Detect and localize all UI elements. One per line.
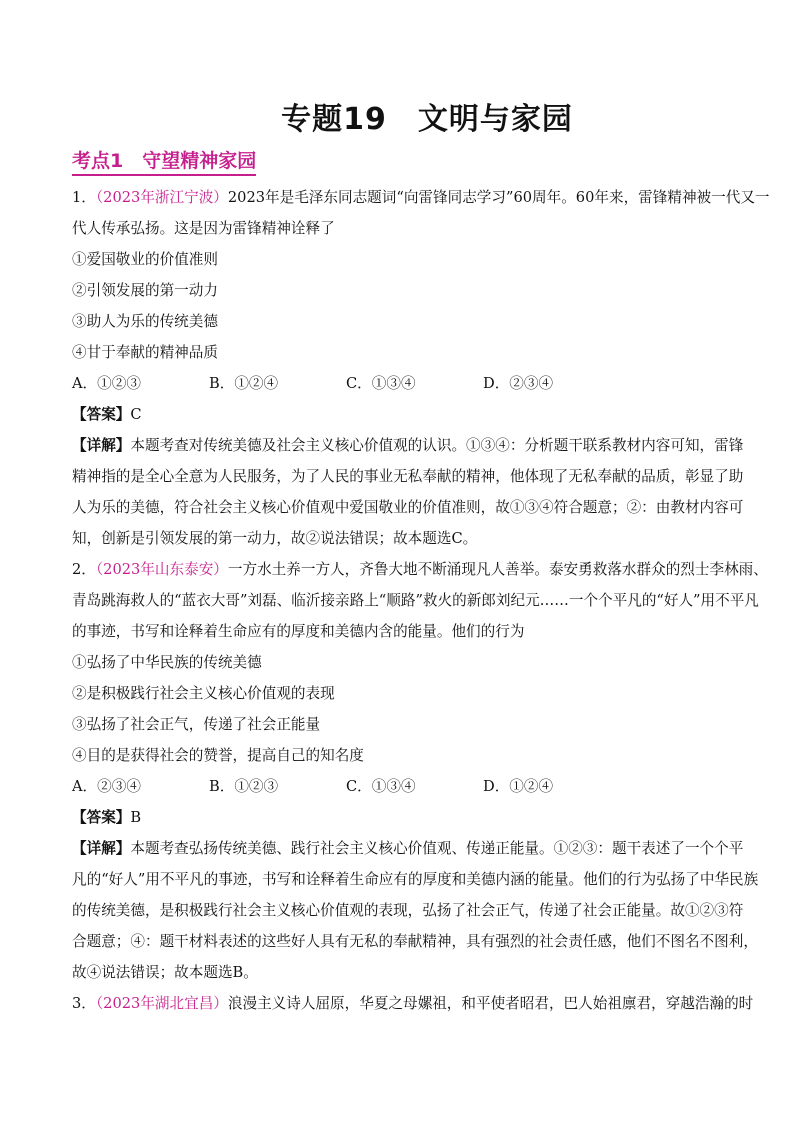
q2-stem-line-3: 的事迹，书写和诠释着生命应有的厚度和美德内含的能量。他们的行为 bbox=[72, 623, 525, 640]
section-heading: 考点1 守望精神家园 bbox=[72, 146, 256, 176]
q2-source: （2023年山东泰安） bbox=[95, 561, 228, 578]
q2-option-b: B．①②③ bbox=[209, 778, 279, 795]
q2-options bbox=[72, 771, 722, 802]
q1-item: ①爱国敬业的价值准则 bbox=[72, 251, 218, 268]
q2-item: ②是积极践行社会主义核心价值观的表现 bbox=[72, 685, 335, 702]
q2-item: ③弘扬了社会正气，传递了社会正能量 bbox=[72, 716, 321, 733]
q2-option-a: A．②③④ bbox=[72, 778, 141, 795]
q3-source: （2023年湖北宜昌） bbox=[95, 995, 228, 1012]
q2-stem-line-2: 青岛跳海救人的“蓝衣大哥”刘磊、临沂接亲路上“顺路”救火的新郎刘纪元……一个个平凡的“好人”用不平凡 bbox=[72, 592, 759, 609]
q1-detail-line-3: 人为乐的美德，符合社会主义核心价值观中爱国敬业的价值准则，故①③④符合题意；②：由教材内容可 bbox=[72, 499, 744, 516]
q2-stem-line-1: 2．（2023年山东泰安）一方水土养一方人，齐鲁大地不断涌现凡人善举。泰安勇救落水群众的烈士李林雨、 bbox=[72, 561, 768, 578]
q1-option-d: D．②③④ bbox=[483, 375, 554, 392]
q2-detail-line-2: 凡的“好人”用不平凡的事迹，书写和诠释着生命应有的厚度和美德内涵的能量。他们的行为弘扬了中华民族 bbox=[72, 871, 759, 888]
content bbox=[72, 182, 770, 1019]
q1-detail-line-4: 知，创新是引领发展的第一动力，故②说法错误；故本题选C。 bbox=[72, 530, 478, 547]
q1-detail-line-1: 【详解】本题考查对传统美德及社会主义核心价值观的认识。①③④：分析题干联系教材内容可知，雷锋 bbox=[72, 437, 744, 454]
q1-option-b: B．①②④ bbox=[209, 375, 279, 392]
q2-item: ①弘扬了中华民族的传统美德 bbox=[72, 654, 262, 671]
q1-item: ②引领发展的第一动力 bbox=[72, 282, 218, 299]
q1-options bbox=[72, 368, 722, 399]
q1-stem-line-1: 1．（2023年浙江宁波）2023年是毛泽东同志题词“向雷锋同志学习”60周年。60年来，雷锋精神被一代又一 bbox=[72, 189, 770, 206]
q1-item: ③助人为乐的传统美德 bbox=[72, 313, 218, 330]
q2-option-c: C．①③④ bbox=[346, 778, 416, 795]
q2-detail-line-4: 合题意；④：题干材料表述的这些好人具有无私的奉献精神，具有强烈的社会责任感，他们不图名不图利， bbox=[72, 933, 758, 950]
q2-detail-line-1: 【详解】本题考查弘扬传统美德、践行社会主义核心价值观、传递正能量。①②③：题干表述了一个个平 bbox=[72, 840, 744, 857]
q1-option-a: A．①②③ bbox=[72, 375, 141, 392]
q1-item: ④甘于奉献的精神品质 bbox=[72, 344, 218, 361]
q1-answer: 【答案】C bbox=[72, 406, 142, 423]
q2-detail-line-3: 的传统美德，是积极践行社会主义核心价值观的表现，弘扬了社会正气，传递了社会正能量。故①②③符 bbox=[72, 902, 744, 919]
q2-answer: 【答案】B bbox=[72, 809, 142, 826]
q1-source: （2023年浙江宁波） bbox=[95, 189, 228, 206]
q2-option-d: D．①②④ bbox=[483, 778, 554, 795]
q1-detail-line-2: 精神指的是全心全意为人民服务，为了人民的事业无私奉献的精神，他体现了无私奉献的品质，彰显了助 bbox=[72, 468, 744, 485]
q1-stem-line-2: 代人传承弘扬。这是因为雷锋精神诠释了 bbox=[72, 220, 335, 237]
q2-detail-line-5: 故④说法错误；故本题选B。 bbox=[72, 964, 258, 981]
q1-option-c: C．①③④ bbox=[346, 375, 416, 392]
page-title: 专题19 文明与家园 bbox=[281, 102, 573, 137]
q3-stem-line-1: 3．（2023年湖北宜昌）浪漫主义诗人屈原，华夏之母嫘祖，和平使者昭君，巴人始祖廪君，穿越浩瀚的时 bbox=[72, 995, 754, 1012]
q2-item: ④目的是获得社会的赞誉，提高自己的知名度 bbox=[72, 747, 364, 764]
